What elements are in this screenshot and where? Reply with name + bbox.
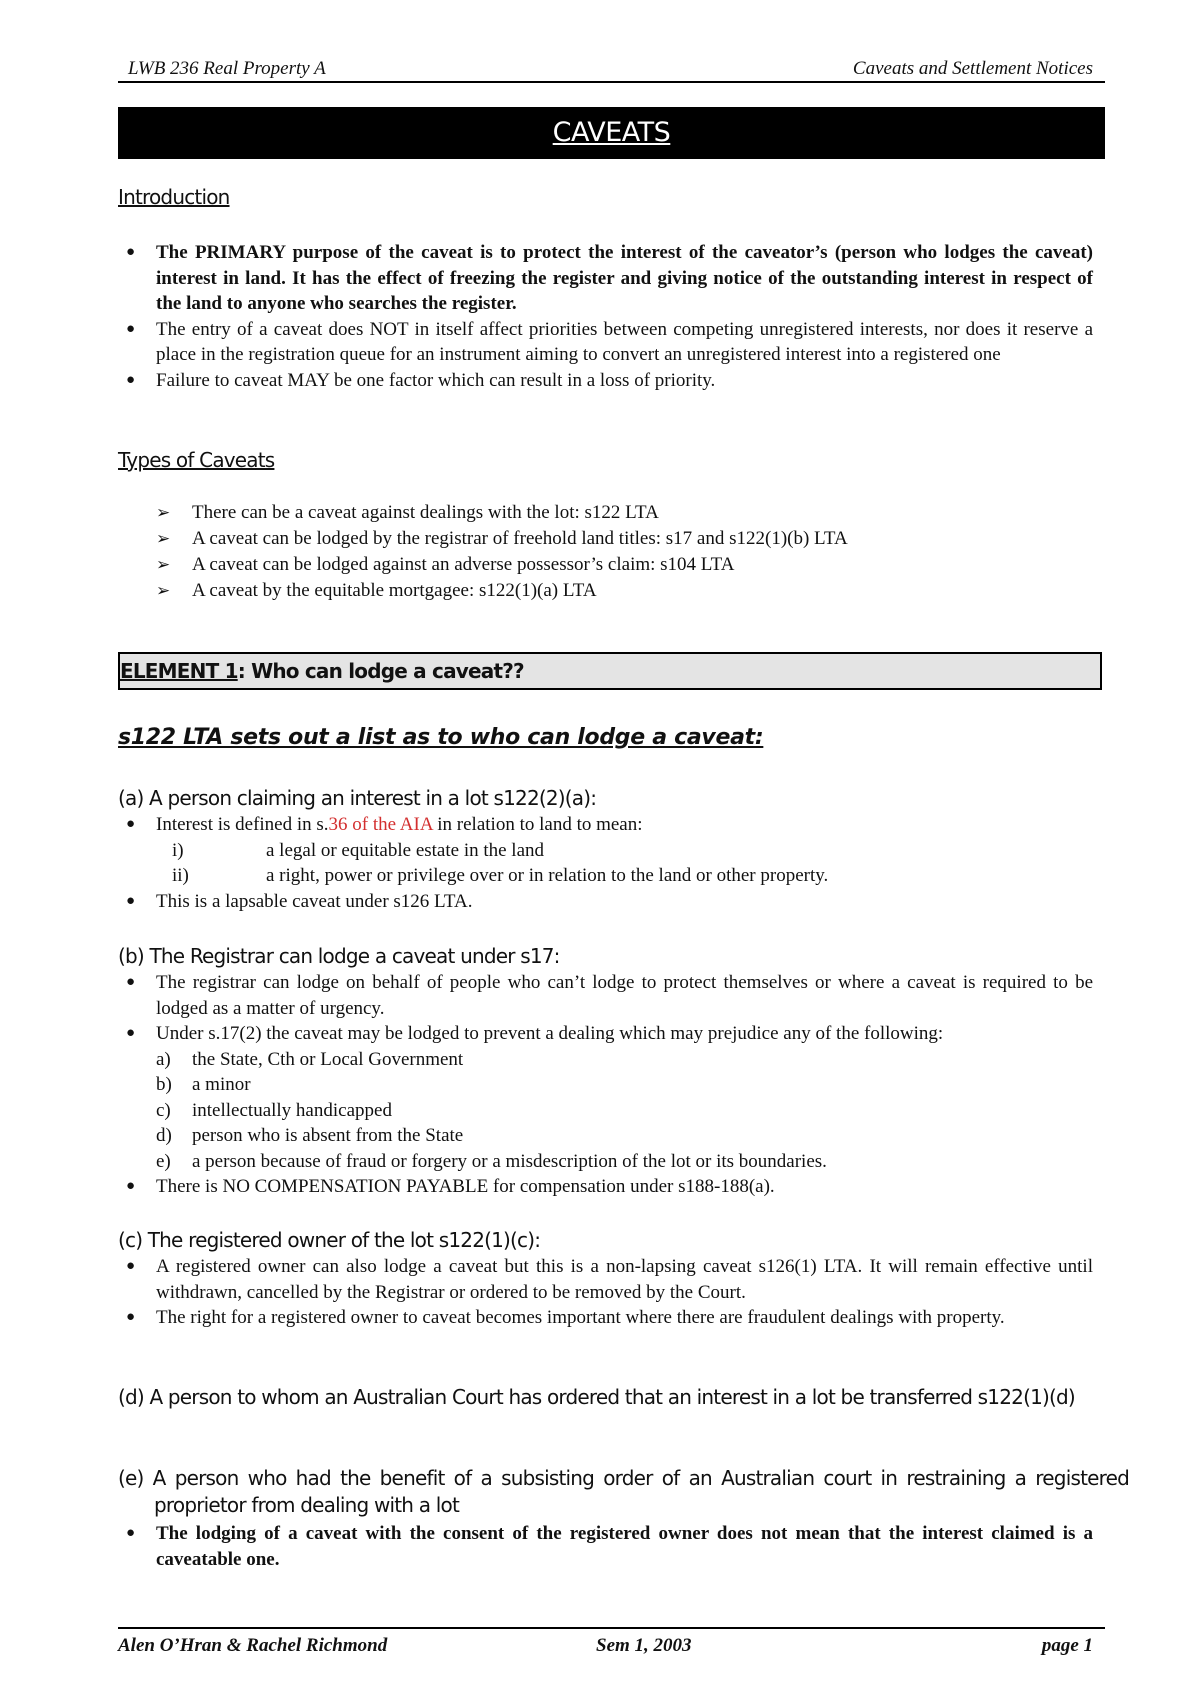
element-text: : Who can lodge a caveat?? <box>237 659 524 683</box>
section-a-heading: (a) A person claiming an interest in a lot s122(2)(a): <box>118 786 597 810</box>
list-item: ● The right for a registered owner to caveat becomes important where there are fraudulent dealings with property. <box>118 1305 1093 1331</box>
intro-list <box>118 240 1093 393</box>
list-item: ● There is NO COMPENSATION PAYABLE for compensation under s188-188(a). <box>118 1174 1093 1200</box>
intro-heading: Introduction <box>118 185 230 209</box>
section-c <box>118 1254 1093 1331</box>
list-item: ● This is a lapsable caveat under s126 LTA. <box>118 889 1093 915</box>
list-item: ● The PRIMARY purpose of the caveat is to protect the interest of the caveator’s (person who lodges the caveat) interest in land. It has the effect of freezing the register and giving notice of the outstanding interest in respect of the land to anyone who searches the register. <box>126 242 1093 314</box>
list-item: i) a legal or equitable estate in the land <box>172 839 545 861</box>
list-item: ● Under s.17(2) the caveat may be lodged to prevent a dealing which may prejudice any of the following: <box>118 1021 1093 1047</box>
section-b <box>118 970 1093 1200</box>
bullet-icon: ● <box>126 1178 136 1194</box>
list-item: ● A registered owner can also lodge a caveat but this is a non-lapsing caveat s126(1) LTA. It will remain effective until withdrawn, cancelled by the Registrar or ordered to be removed by the Court. <box>126 1256 1093 1303</box>
list-item: ● The registrar can lodge on behalf of people who can’t lodge to protect themselves or where a caveat is required to be lodged as a matter of urgency. <box>126 972 1093 1019</box>
list-item: a) the State, Cth or Local Government <box>156 1048 464 1070</box>
list-item: ➢ A caveat by the equitable mortgagee: s122(1)(a) LTA <box>118 578 1093 604</box>
bullet-icon: ● <box>126 1525 136 1541</box>
list-item: ● The entry of a caveat does NOT in itself affect priorities between competing unregistered interests, nor does it reserve a place in the registration queue for an instrument aiming to convert an unregistered interest into a registered one <box>126 318 1093 365</box>
bullet-icon: ● <box>126 1309 136 1325</box>
list-item: ii) a right, power or privilege over or in relation to the land or other property. <box>172 865 829 886</box>
s122-heading: s122 LTA sets out a list as to who can lodge a caveat: <box>118 725 764 750</box>
list-item: ● Failure to caveat MAY be one factor which can result in a loss of priority. <box>118 368 1093 394</box>
page-footer <box>118 1627 1105 1659</box>
section-d-heading: (d) A person to whom an Australian Court has ordered that an interest in a lot be transferred s122(1)(d) <box>118 1385 1075 1409</box>
list-item: b) a minor <box>156 1074 251 1095</box>
section-c-heading: (c) The registered owner of the lot s122(1)(c): <box>118 1228 541 1252</box>
arrow-icon: ➢ <box>156 529 171 548</box>
bullet-icon: ● <box>126 320 136 337</box>
list-item: d) person who is absent from the State <box>156 1125 464 1146</box>
types-list <box>118 500 1093 604</box>
types-heading: Types of Caveats <box>118 448 275 472</box>
page-header <box>118 55 1105 83</box>
bullet-icon: ● <box>126 816 136 832</box>
list-item: ● The lodging of a caveat with the consent of the registered owner does not mean that the interest claimed is a caveatable one. <box>126 1523 1093 1570</box>
list-item: ➢ A caveat can be lodged against an adverse possessor’s claim: s104 LTA <box>118 552 1093 578</box>
bullet-icon: ● <box>126 244 136 260</box>
element-label: ELEMENT 1 <box>120 659 238 683</box>
page-title: CAVEATS <box>118 107 1105 159</box>
bullet-icon: ● <box>126 371 136 388</box>
header-course: LWB 236 Real Property A <box>128 58 326 79</box>
section-b-heading: (b) The Registrar can lodge a caveat under s17: <box>118 944 560 968</box>
footer-page-number: page 1 <box>1041 1635 1093 1656</box>
footer-authors: Alen O’Hran & Rachel Richmond <box>118 1635 388 1656</box>
bullet-icon: ● <box>126 1025 136 1041</box>
list-item: ➢ There can be a caveat against dealings with the lot: s122 LTA <box>118 500 1093 526</box>
aia-reference: 36 of the AIA <box>328 814 433 835</box>
arrow-icon: ➢ <box>156 503 171 522</box>
section-e-heading: (e) A person who had the benefit of a subsisting order of an Australian court in restraining a registered proprietor from dealing with a lot <box>118 1466 1129 1517</box>
section-e <box>118 1521 1093 1572</box>
element-1-box <box>118 652 1102 690</box>
arrow-icon: ➢ <box>156 581 171 600</box>
list-item: ● Interest is defined in s.36 of the AIA in relation to land to mean: <box>118 812 1093 838</box>
list-item: e) a person because of fraud or forgery or a misdescription of the lot or its boundaries. <box>156 1150 827 1172</box>
footer-semester: Sem 1, 2003 <box>596 1635 692 1656</box>
bullet-icon: ● <box>126 1258 136 1274</box>
section-a <box>118 812 1093 914</box>
bullet-icon: ● <box>126 892 136 909</box>
list-item: ➢ A caveat can be lodged by the registrar of freehold land titles: s17 and s122(1)(b) LTA <box>118 526 1093 552</box>
bullet-icon: ● <box>126 974 136 990</box>
header-topic: Caveats and Settlement Notices <box>852 58 1093 79</box>
list-item: c) intellectually handicapped <box>156 1099 392 1121</box>
arrow-icon: ➢ <box>156 555 171 574</box>
